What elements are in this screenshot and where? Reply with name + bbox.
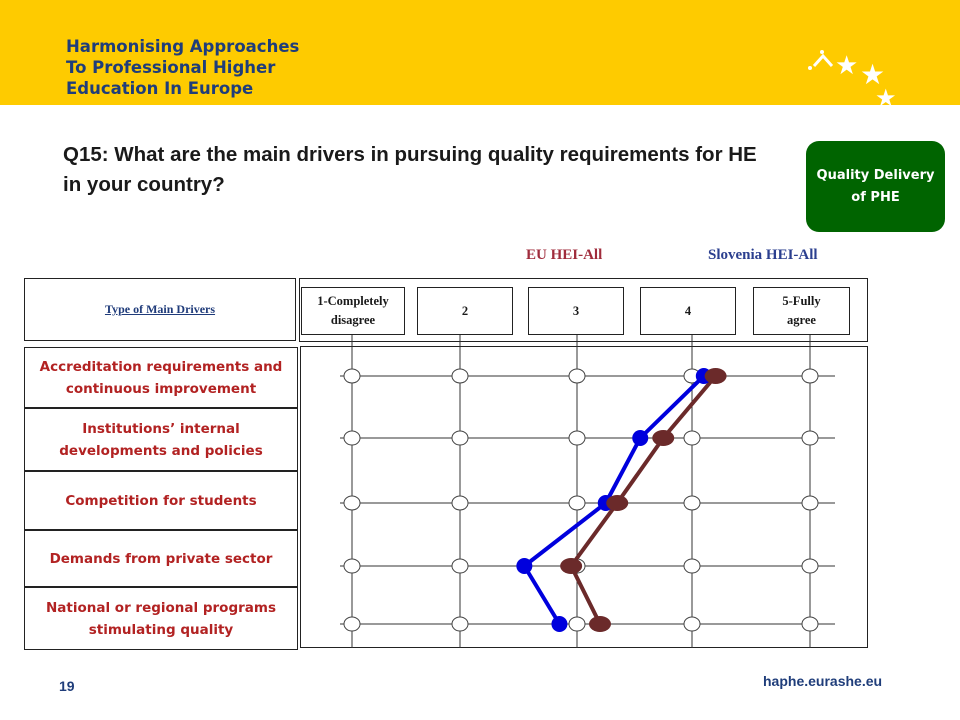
scale-label-1: 1-Completely disagree: [301, 287, 405, 335]
data-point-eu-hei-all: [589, 616, 611, 632]
scale-marker: [802, 369, 818, 383]
scale-marker: [569, 617, 585, 631]
scale-marker: [684, 496, 700, 510]
scale-marker: [344, 559, 360, 573]
scale-marker: [684, 431, 700, 445]
scale-label-3: 3: [528, 287, 624, 335]
scale-label-4: 4: [640, 287, 736, 335]
driver-national-programs: National or regional programs stimulating quality: [24, 587, 298, 650]
scale-marker: [452, 431, 468, 445]
page-number: 19: [59, 678, 75, 694]
data-point-slovenia-hei-all: [551, 616, 567, 632]
scale-marker: [684, 617, 700, 631]
driver-accreditation: Accreditation requirements and continuous improvement: [24, 347, 298, 408]
legend-slovenia-hei-all: Slovenia HEI-All: [708, 247, 818, 263]
scale-label-5: 5-Fully agree: [753, 287, 850, 335]
site-url: haphe.eurashe.eu: [763, 673, 883, 689]
legend-eu-hei-all: EU HEI-All: [526, 247, 603, 263]
data-point-eu-hei-all: [606, 495, 628, 511]
scale-marker: [344, 369, 360, 383]
scale-marker: [452, 496, 468, 510]
svg-text:★: ★: [875, 84, 897, 112]
scale-label-2: 2: [417, 287, 513, 335]
project-title: Harmonising Approaches To Professional Higher Education In Europe: [66, 37, 300, 98]
scale-marker: [569, 369, 585, 383]
scale-marker: [569, 431, 585, 445]
scale-marker: [452, 559, 468, 573]
data-point-eu-hei-all: [705, 368, 727, 384]
scale-marker: [452, 617, 468, 631]
scale-marker: [344, 496, 360, 510]
scale-marker: [802, 431, 818, 445]
scale-marker: [802, 617, 818, 631]
scale-marker: [344, 431, 360, 445]
scale-marker: [569, 496, 585, 510]
quality-delivery-badge: Quality Delivery of PHE: [806, 141, 945, 232]
data-point-slovenia-hei-all: [516, 558, 532, 574]
scale-marker: [344, 617, 360, 631]
category-header-label: Type of Main Drivers: [104, 302, 216, 316]
scale-marker: [452, 369, 468, 383]
driver-competition: Competition for students: [24, 471, 298, 530]
driver-internal-developments: Institutions’ internal developments and policies: [24, 408, 298, 471]
scale-marker: [684, 559, 700, 573]
data-point-slovenia-hei-all: [632, 430, 648, 446]
scale-marker: [802, 496, 818, 510]
svg-text:★: ★: [860, 58, 886, 91]
driver-private-sector: Demands from private sector: [24, 530, 298, 587]
scale-marker: [802, 559, 818, 573]
question-title: Q15: What are the main drivers in pursuing quality requirements for HE in your country?: [63, 143, 757, 196]
data-point-eu-hei-all: [560, 558, 582, 574]
data-point-eu-hei-all: [652, 430, 674, 446]
svg-text:★: ★: [835, 51, 859, 81]
